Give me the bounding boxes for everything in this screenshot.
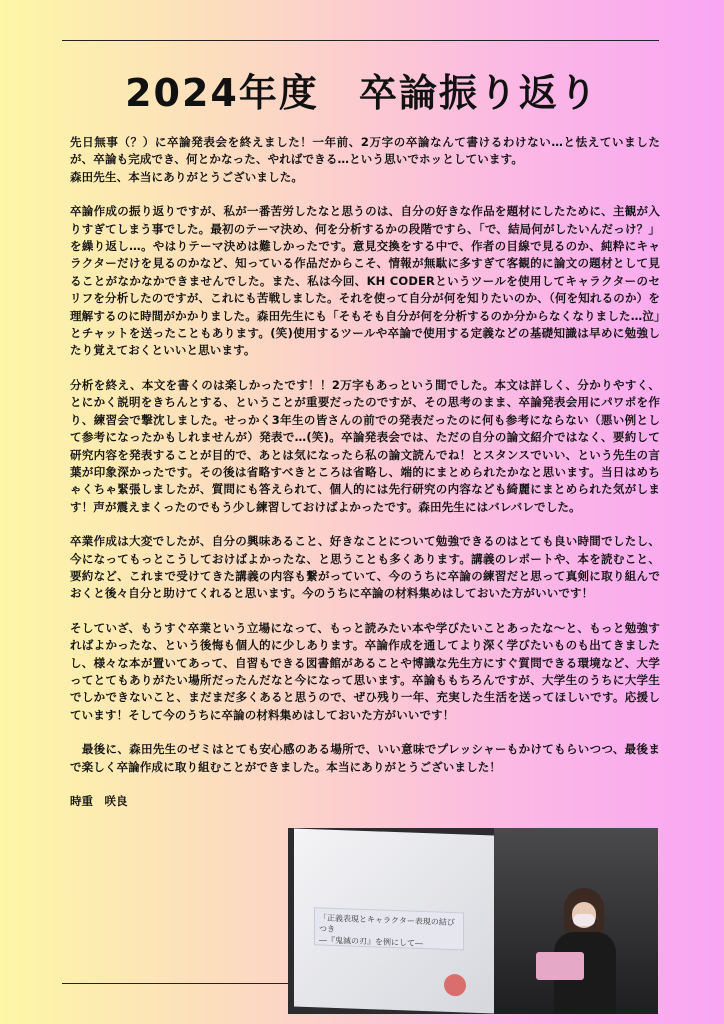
bottom-rule: [62, 983, 288, 984]
paragraph-6: 最後に、森田先生のゼミはとても安心感のある場所で、いい意味でプレッシャーもかけてもらいつつ、最後まで楽しく卒論作成に取り組むことができました。本当にありがとうございました！: [70, 742, 660, 774]
article-body: [70, 134, 660, 809]
presenter: [550, 888, 620, 1014]
slide-decoration: [444, 974, 466, 997]
paragraph-1: 先日無事（？）に卒論発表会を終えました！一年前、2万字の卒論なんて書けるわけない…と怯えていましたが、卒論も完成でき、何とかなった、やればできる…という思いでホッとしています。 森田先生、本当にありがとうございました。: [70, 135, 660, 184]
paragraph-3: 分析を終え、本文を書くのは楽しかったです！！2万字もあっという間でした。本文は詳しく、分かりやすく、とにかく説明をきちんとする、ということが重要だったのですが、その思考のまま、卒論発表会用にパワポを作り、練習会で撃沈しました。せっかく3年生の皆さんの前での発表だったのに何も参考にならない（悪い例として参考になったかもしれませんが）発表で…(笑)。卒論発表会では、ただの自分の論文紹介ではなく、要約して研究内容を発表することが目的で、あとは気になったら私の論文読んでね！とスタンスでいい、という先生の言葉が印象深かったです。その後は省略すべきところは省略し、端的にまとめられたかなと思います。当日はめちゃくちゃ緊張しましたが、質問にも答えられて、個人的には先行研究の内容なども綺麗にまとめられた気がします！声が震えまくったのでもう少し練習しておけばよかったです。森田先生にはバレバレでした。: [70, 377, 660, 514]
paragraph-4: 卒業作成は大変でしたが、自分の興味あること、好きなことについて勉強できるのはとても良い時間でしたし、今になってもっとこうしておけばよかったな、と思うことも多くあります。講義のレポートや、本を読むこと、要約など、これまで受けてきた講義の内容も繋がっていて、今のうちに卒論の練習だと思って真剣に取り組んでおくと後々自分と助けてくれると思います。今のうちに卒論の材料集めはしておいた方がいいです！: [70, 534, 660, 601]
author-name: 時重 咲良: [70, 794, 128, 808]
presenter-mask: [573, 914, 595, 926]
slide-title: 「正義表現とキャラクター表現の結びつき ―『鬼滅の刃』を例にして―: [314, 907, 464, 950]
presentation-photo: [288, 828, 658, 1014]
top-rule: [62, 40, 659, 41]
projector-screen: [294, 829, 494, 1014]
paragraph-2: 卒論作成の振り返りですが、私が一番苦労したなと思うのは、自分の好きな作品を題材にしたために、主観が入りすぎてしまう事でした。最初のテーマ決め、何を分析するかの段階ですら、「で、結局何がしたいんだっけ？」を繰り返し…。やはりテーマ決めは難しかったです。意見交換をする中で、作者の目線で見るのか、純粋にキャラクターだけを見るのかなど、知っている作品だからこそ、情報が無駄に多すぎて客観的に論文の題材として見ることがなかなかできませんでした。また、私は今回、KH CODERというツールを使用してキャラクターのセリフを分析したのですが、これにも苦戦しました。それを使って自分が何を知りたいのか、（何を知れるのか）を理解するのに時間がかかりました。森田先生にも「そもそも自分が何を分析するのか分からなくなりました…泣」とチャットを送ったこともあります。(笑)使用するツールや卒論で使用する定義などの基礎知識は早めに勉強したり覚えておくといいと思います。: [70, 204, 660, 358]
page-title: 2024年度 卒論振り返り: [125, 71, 599, 115]
paragraph-5: そしていざ、もうすぐ卒業という立場になって、もっと読みたい本や学びたいことあったな〜と、もっと勉強すればよかったな、という後悔も個人的に少しあります。卒論作成を通してより深く学びたいものも出てきましたし、様々な本が置いてあって、自習もできる図書館があることや博識な先生方にすぐ質問できる環境など、大学ってとてもありがたい場所だったんだなと今になって思います。卒論ももちろんですが、大学生のうちに大学生でしかできないこと、まだまだ多くあると思うので、ぜひ残り一年、充実した生活を送ってほしいです。応援しています！そして今のうちに卒論の材料集めはしておいた方がいいです！: [70, 620, 660, 722]
laptop: [536, 952, 584, 980]
